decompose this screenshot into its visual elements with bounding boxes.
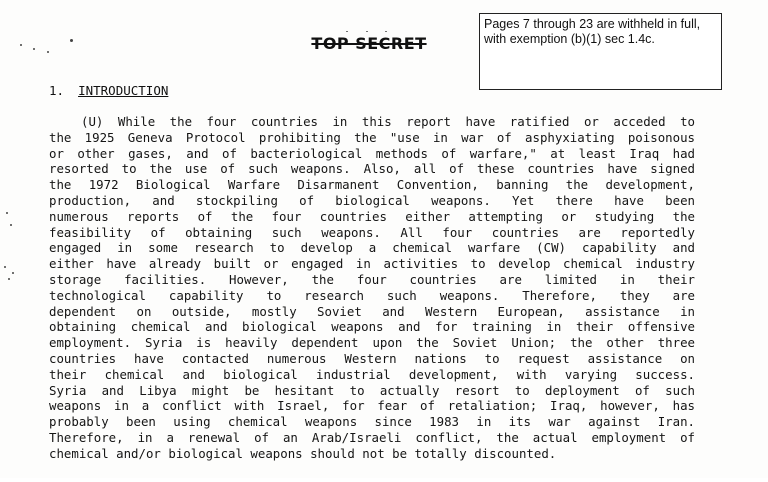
withheld-notice-line-1: Pages 7 through 23 are withheld in full, [484,17,701,31]
paragraph-line: (U) While the four countries in this report have ratified or acceded to [81,114,695,129]
scan-speck [366,31,368,32]
paragraph-line: feasibility of obtaining such weapons. All four countries are reportedly [49,224,695,240]
paragraph-line: dependent on outside, mostly Soviet and Western European, assistance in [49,303,695,319]
withheld-notice-line-2: with exemption (b)(1) sec 1.4c. [484,32,655,46]
paragraph-line: or other gases, and of bacteriological methods of warfare," at least Iraq had [49,145,695,161]
paragraph-line: employment. Syria is heavily dependent upon the Soviet Union; the other three [49,335,695,351]
section-number: 1. [49,83,65,98]
scan-speck [70,39,73,42]
page-bottom-edge [0,478,768,482]
scan-speck [4,266,6,268]
paragraph-line: their chemical and biological industrial development, with varying success. [49,366,695,382]
classification-marking: TOP SECRET [311,34,427,53]
scan-speck [12,272,14,274]
paragraph-line: Therefore, in a renewal of an Arab/Israeli conflict, the actual employment of [49,429,695,445]
paragraph-line: technological capability to research such weapons. Therefore, they are [49,287,695,303]
paragraph-line: the 1925 Geneva Protocol prohibiting the "use in war of asphyxiating poisonous [49,129,695,145]
scan-speck [6,212,8,214]
scan-speck [8,278,10,280]
scan-speck [346,31,348,32]
paragraph-line: the 1972 Biological Warfare Disarmanent Convention, banning the development, [49,177,695,193]
paragraph-line: resorted to the use of such weapons. Also, all of these countries have signed [49,161,695,177]
paragraph-line: storage facilities. However, the four countries are limited in their [49,271,695,287]
paragraph-line: weapons in a conflict with Israel, for fear of retaliation; Iraq, however, has [49,398,695,414]
section-title: INTRODUCTION [78,83,169,98]
paragraph-line: production, and stockpiling of biological weapons. Yet there have been [49,192,695,208]
paragraph-line: Syria and Libya might be hesitant to actually resort to deployment of such [49,382,695,398]
withheld-pages-notice [479,13,722,90]
section-heading [49,83,168,98]
paragraph-line: numerous reports of the four countries either attempting or studying the [49,208,695,224]
paragraph-line: obtaining chemical and biological weapons and for training in their offensive [49,319,695,335]
paragraph-line: countries have contacted numerous Western nations to request assistance on [49,350,695,366]
scan-speck [10,224,12,226]
scan-speck [33,48,35,50]
scan-speck [47,51,49,53]
scan-speck [385,31,387,32]
paragraph-line: engaged in some research to develop a chemical warfare (CW) capability and [49,240,695,256]
introduction-paragraph [49,114,695,462]
paragraph-line: probably been using chemical weapons since 1983 in its war against Iran. [49,414,695,430]
paragraph-line: chemical and/or biological weapons should not be totally discounted. [49,445,557,461]
scan-speck [20,44,22,46]
paragraph-line: either have already built or engaged in activities to develop chemical industry [49,256,695,272]
